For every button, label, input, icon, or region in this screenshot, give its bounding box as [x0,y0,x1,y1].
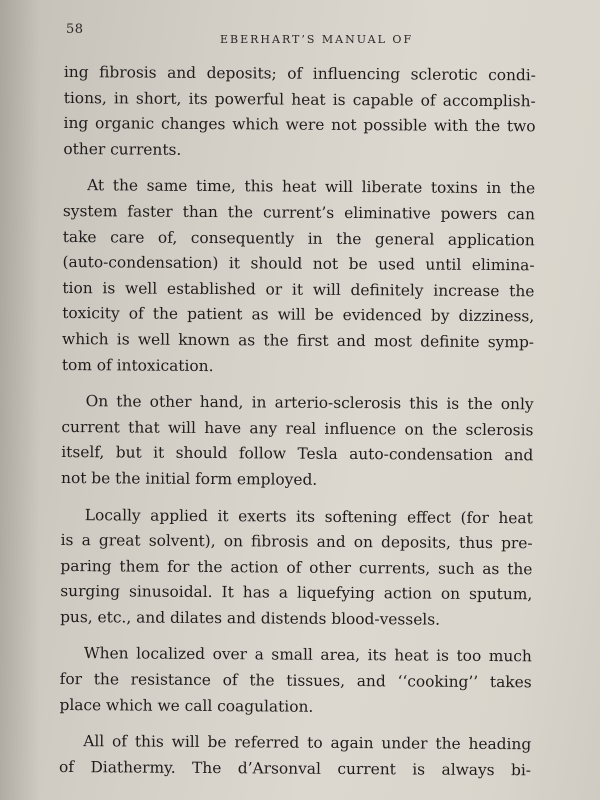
text-line: paring them for the action of other currents, such as the [60,556,533,578]
text-line: tom of intoxication. [61,355,214,375]
text-line: tion is well established or it will definitely increase the [62,278,535,301]
text-line: which is well known as the first and most definite symp- [61,329,535,352]
text-line: ing organic changes which were not possible with the two [63,114,536,136]
text-line: for the resistance of the tissues, and ‘‘cooking’’ takes [59,670,532,692]
paragraph-2 [62,173,535,381]
text-line: of Diathermy. The d’Arsonval current is always bi- [59,757,532,780]
text-line: take care of, consequently in the general application [62,227,535,249]
paragraph-4 [60,502,533,633]
text-line: Locally applied it exerts its softening effect (for heat [84,505,533,527]
text-line: place which we call coagulation. [59,695,314,716]
gutter-shadow [0,0,40,800]
text-line: toxicity of the patient as will be evidenced by dizziness, [62,304,535,326]
running-head: EBERHART’S MANUAL OF [220,33,414,46]
text-line: (auto-condensation) it should not be used until elimina- [62,253,535,275]
paragraph-5 [59,641,532,721]
paragraph-6 [59,729,531,783]
text-line: On the other hand, in arterio-sclerosis this is the only [85,392,534,414]
text-line: pus, etc., and dilates and distends blood-vessels. [60,607,441,629]
text-line: When localized over a small area, its heat is too much [83,644,532,666]
text-line: All of this will be referred to again under the heading [83,732,532,754]
text-line: not be the initial form employed. [61,468,318,489]
text-line: tions, in short, its powerful heat is capable of accomplish- [63,88,536,110]
text-line: other currents. [63,139,182,159]
paragraph-3 [61,389,534,495]
text-line: At the same time, this heat will liberate toxins in the [87,176,536,198]
page-number: 58 [66,22,84,37]
text-line: itself, but it should follow Tesla auto-condensation and [61,443,534,465]
paragraph-1 [63,60,536,166]
text-line: current that will have any real influence on the sclerosis [61,417,534,440]
text-line: surging sinusoidal. It has a liquefying action on sputum, [60,582,533,604]
body-text [59,60,536,795]
text-line: system faster than the current’s eliminative powers can [62,201,535,224]
text-line: ing fibrosis and deposits; of influencing sclerotic condi- [63,62,536,85]
text-line: is a great solvent), on fibrosis and on deposits, thus pre- [60,531,533,553]
